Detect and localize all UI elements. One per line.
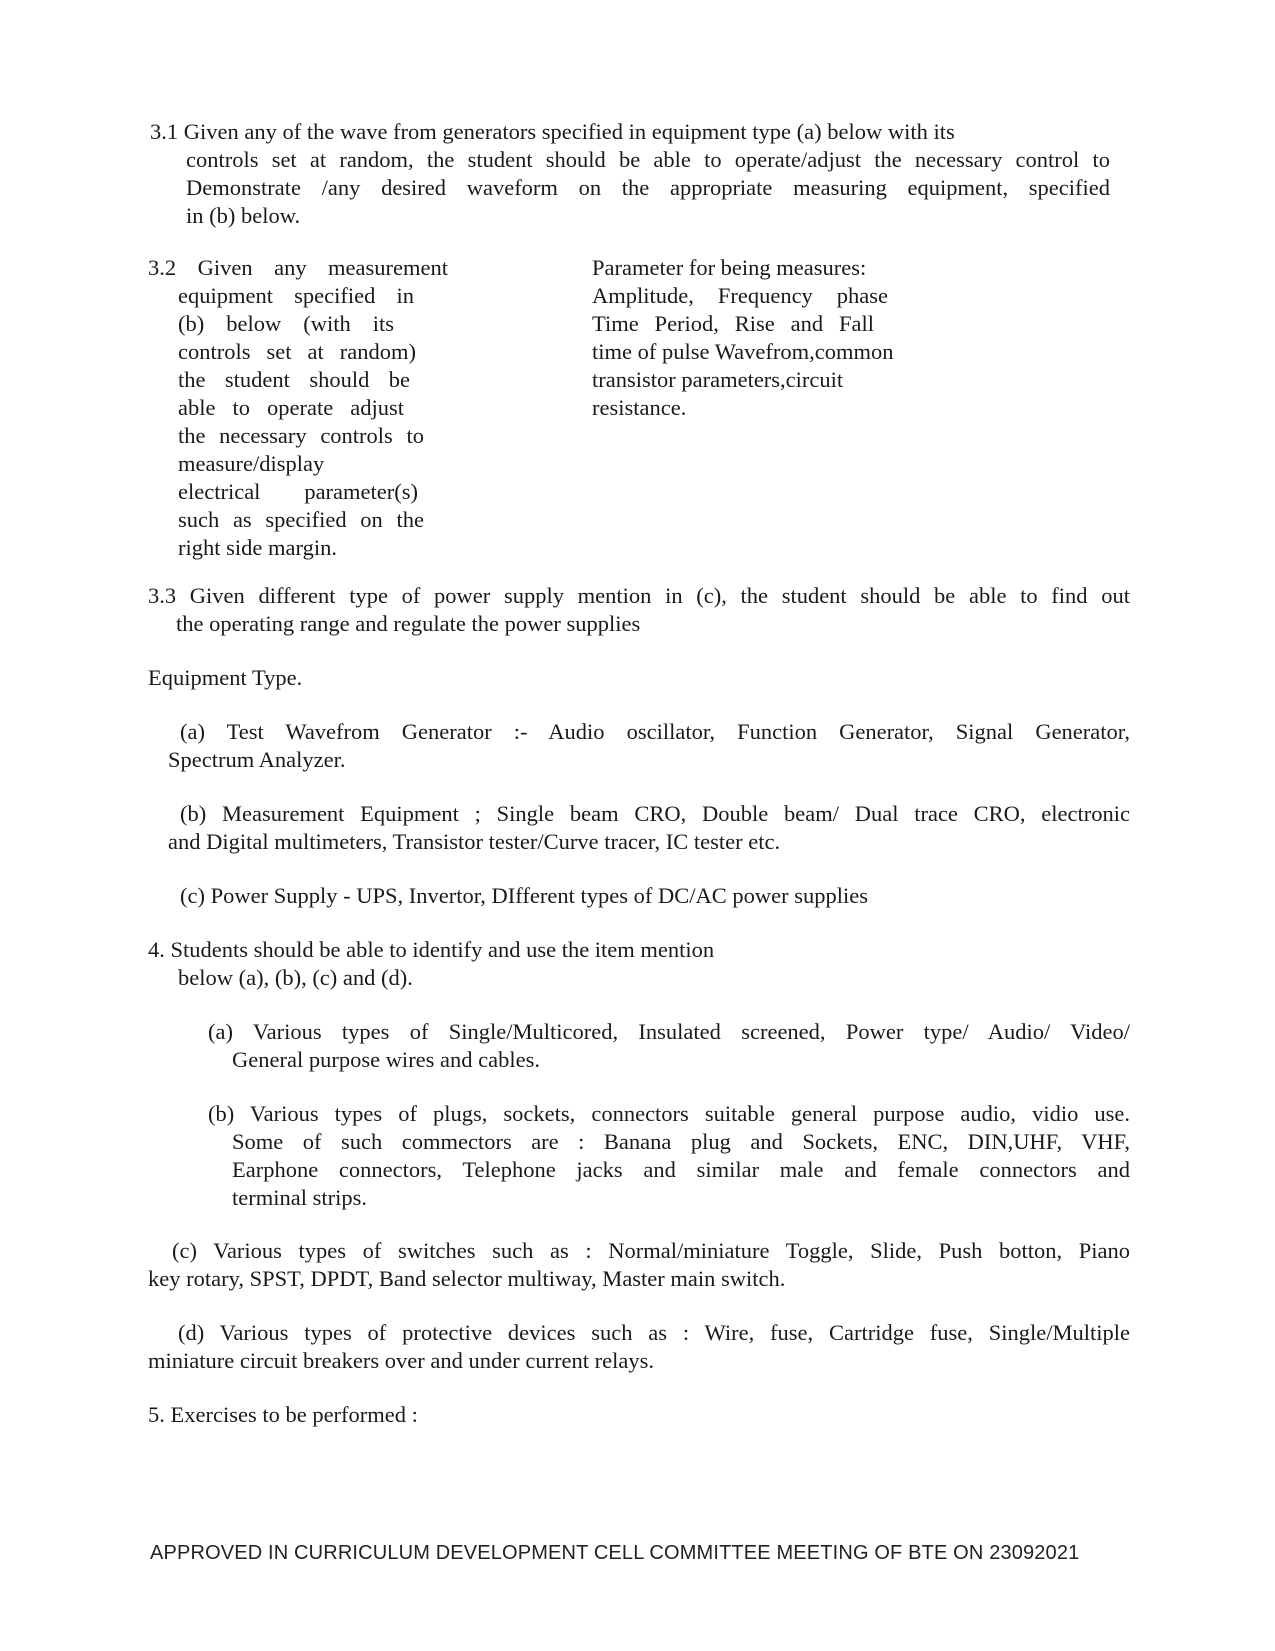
equipment-item-b [168,800,1138,856]
section-4-item-b-line: terminal strips. [232,1185,367,1210]
section-4-item-b-line: (b) Various types of plugs, sockets, connectors suitable general purpose audio, vidio use. [208,1101,1130,1126]
section-4-line: below (a), (b), (c) and (d). [178,965,413,990]
section-4-item-b [208,1100,1138,1212]
equipment-item-a [168,718,1138,774]
section-3-2-line: 3.2 Given any measurement [148,255,448,280]
section-3-3-line: the operating range and regulate the power supplies [176,611,641,636]
parameters-line: Parameter for being measures: [592,255,867,280]
section-4-item-c-line: key rotary, SPST, DPDT, Band selector multiway, Master main switch. [148,1266,786,1291]
section-3-1 [150,118,1110,230]
section-3-2-line: controls set at random) [178,339,416,364]
section-4 [148,936,948,992]
equipment-type-heading: Equipment Type. [148,665,303,690]
section-3-3-line: 3.3 Given different type of power supply mention in (c), the student should be able to find out [148,583,1130,608]
parameters-line: time of pulse Wavefrom,common [592,339,894,364]
section-3-2-line: measure/display [178,451,325,476]
parameters-line: transistor parameters,circuit [592,367,844,392]
section-3-2-left [148,254,458,562]
section-3-2-line: the student should be [178,367,410,392]
section-3-2-line: such as specified on the [178,507,424,532]
section-4-item-d-line: (d) Various types of protective devices such as : Wire, fuse, Cartridge fuse, Single/Multiple [178,1320,1130,1345]
equipment-item-b-line: (b) Measurement Equipment ; Single beam CRO, Double beam/ Dual trace CRO, electronic [180,801,1130,826]
section-4-item-a-line: (a) Various types of Single/Multicored, Insulated screened, Power type/ Audio/ Video/ [208,1019,1130,1044]
equipment-item-c: (c) Power Supply - UPS, Invertor, DIfferent types of DC/AC power supplies [180,883,868,908]
section-3-1-line: in (b) below. [186,203,301,228]
section-3-2-right [592,254,952,422]
section-4-item-b-line: Earphone connectors, Telephone jacks and similar male and female connectors and [232,1157,1130,1182]
section-3-2-line: right side margin. [178,535,337,560]
approval-footer: APPROVED IN CURRICULUM DEVELOPMENT CELL COMMITTEE MEETING OF BTE ON 23092021 [150,1542,1080,1564]
section-4-item-c [148,1237,1138,1293]
section-3-1-line: 3.1 Given any of the wave from generators specified in equipment type (a) below with its [150,119,955,144]
section-3-2-line: the necessary controls to [178,423,424,448]
section-4-item-c-line: (c) Various types of switches such as : Normal/miniature Toggle, Slide, Push botton, Piano [172,1238,1130,1263]
parameters-line: Time Period, Rise and Fall [592,311,874,336]
equipment-item-b-line: and Digital multimeters, Transistor tester/Curve tracer, IC tester etc. [168,829,781,854]
parameters-line: Amplitude, Frequency phase [592,283,888,308]
equipment-item-a-line: (a) Test Wavefrom Generator :- Audio oscillator, Function Generator, Signal Generator, [180,719,1130,744]
section-4-item-b-line: Some of such commectors are : Banana plug and Sockets, ENC, DIN,UHF, VHF, [232,1129,1130,1154]
section-3-1-line: Demonstrate /any desired waveform on the appropriate measuring equipment, specified [186,175,1110,200]
section-3-1-line: controls set at random, the student should be able to operate/adjust the necessary control to [186,147,1110,172]
section-3-2-line: equipment specified in [178,283,414,308]
section-3-2-line: electrical parameter(s) [178,479,418,504]
section-4-item-a [208,1018,1138,1074]
section-3-3 [148,582,1138,638]
section-4-item-d-line: miniature circuit breakers over and under current relays. [148,1348,655,1373]
section-5-heading: 5. Exercises to be performed : [148,1402,418,1427]
section-3-2-line: (b) below (with its [178,311,394,336]
section-4-item-d [148,1319,1138,1375]
equipment-item-a-line: Spectrum Analyzer. [168,747,346,772]
section-4-item-a-line: General purpose wires and cables. [232,1047,541,1072]
parameters-line: resistance. [592,395,687,420]
section-3-2-line: able to operate adjust [178,395,404,420]
section-4-line: 4. Students should be able to identify and use the item mention [148,937,715,962]
